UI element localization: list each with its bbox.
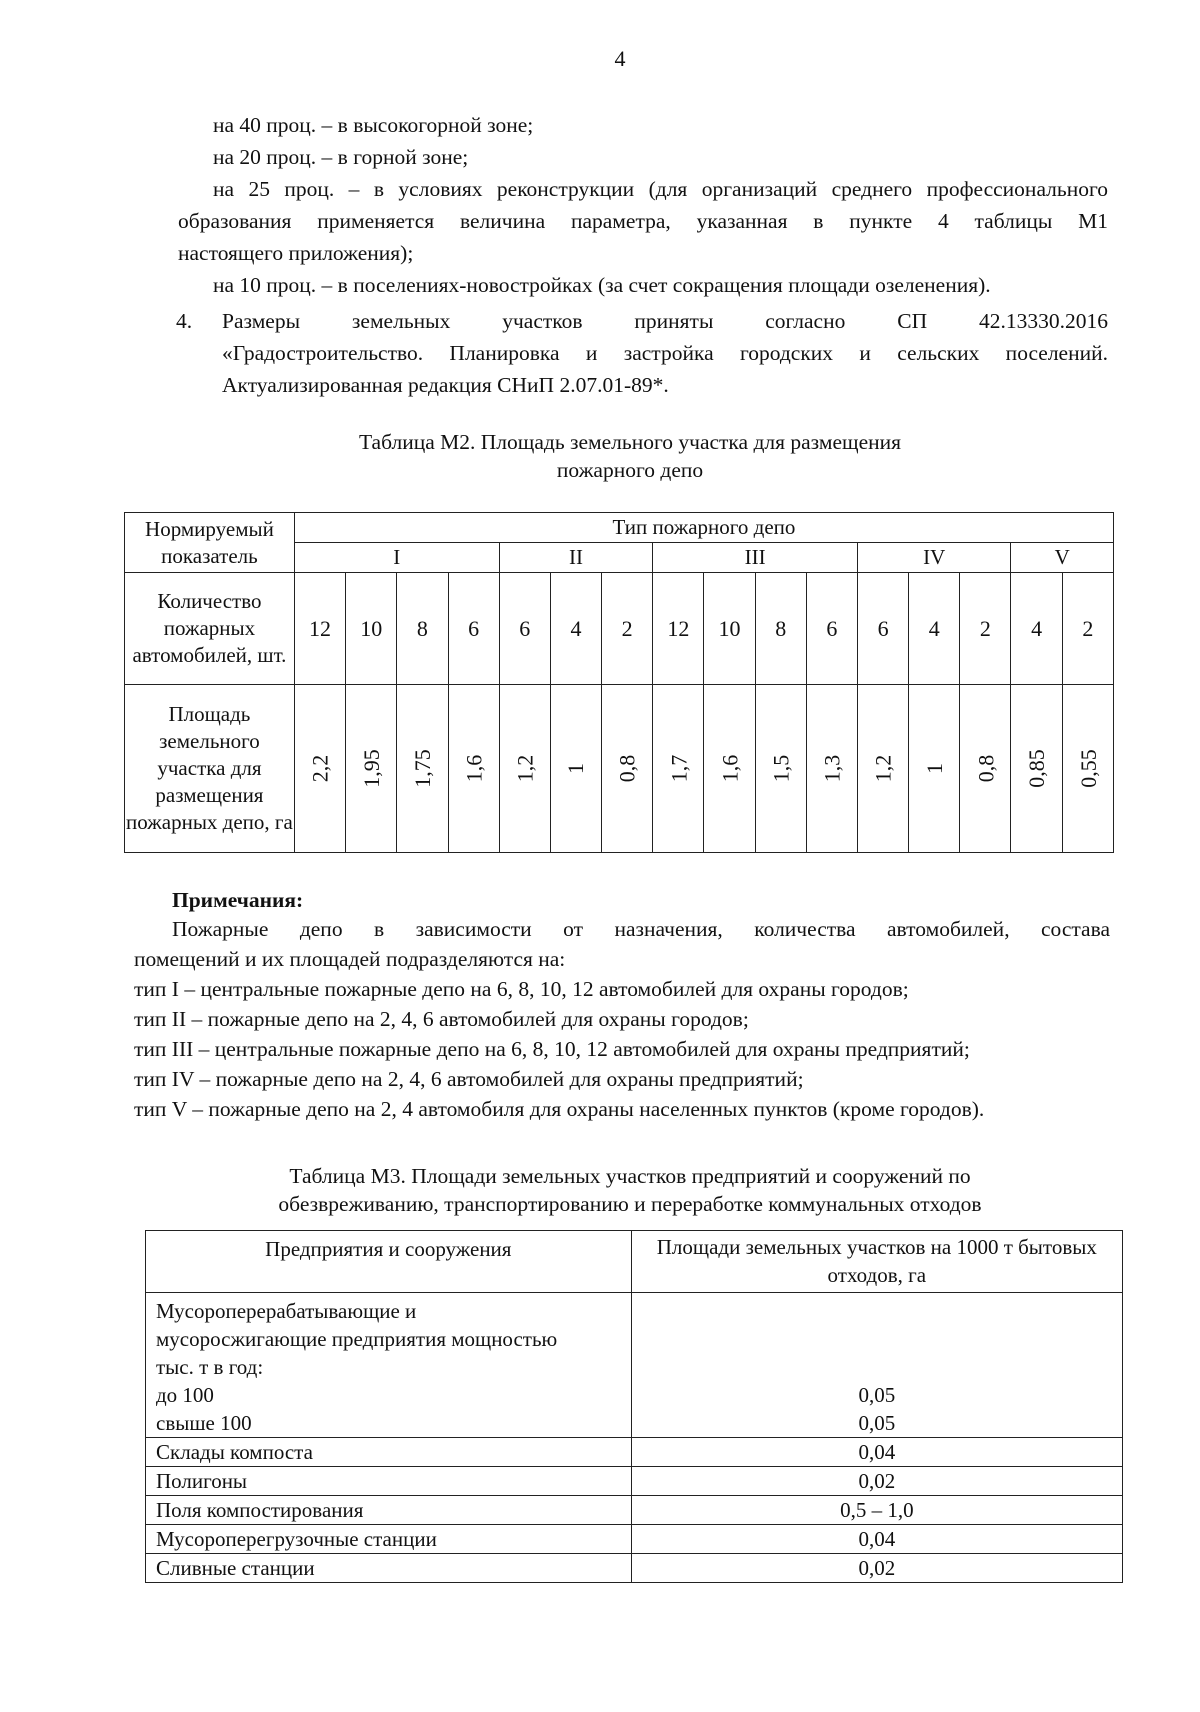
page-number: 4 [614,46,626,71]
row-label-line: тыс. т в год: [156,1355,264,1379]
cell-vehicles: 8 [755,573,806,685]
list-line: на 10 проц. – в поселениях-новостройках (за счет сокращения площади озеленения). [213,273,991,297]
cell-area: 1,6 [461,754,487,782]
type-header: I [294,543,499,573]
list-line: настоящего приложения); [178,241,414,265]
table-row [146,1496,1123,1525]
notes-line: Пожарные депо в зависимости от назначения, количества автомобилей, состава [172,917,1110,941]
row-label-line: Мусороперерабатывающие и [156,1299,417,1323]
cell-vehicles: 2 [960,573,1011,685]
list-line: на 20 проц. – в горной зоне; [213,145,469,169]
caption-line: обезвреживанию, транспортированию и переработке коммунальных отходов [278,1192,982,1216]
cell-area: 0,8 [972,754,998,782]
list-line: образования применяется величина параметра, указанная в пункте 4 таблицы М1 [178,209,1108,233]
cell-area: 1,95 [358,748,384,788]
row-label: Сливные станции [146,1554,632,1583]
cell-vehicles: 2 [1062,573,1113,685]
table-row [125,685,1114,853]
cell-vehicles: 2 [602,573,653,685]
row-value: 0,5 – 1,0 [631,1496,1122,1525]
list-line: на 40 проц. – в высокогорной зоне; [213,113,534,137]
cell-vehicles: 10 [346,573,397,685]
cell-vehicles: 6 [806,573,857,685]
notes-line: помещений и их площадей подразделяются на: [134,947,566,971]
cell-area: 1 [563,762,589,774]
cell-vehicles: 12 [294,573,345,685]
cell-vehicles: 10 [704,573,755,685]
item-line: Размеры земельных участков приняты согласно СП 42.13330.2016 [222,309,1108,333]
table-row [146,1554,1123,1583]
table-row [146,1467,1123,1496]
col-header: Предприятия и сооружения [146,1231,632,1293]
cell-vehicles: 6 [857,573,908,685]
cell-area: 0,55 [1075,748,1101,788]
row-label: Количество пожарных автомобилей, шт. [125,573,295,685]
item-number: 4. [176,309,193,333]
caption-line: Таблица М3. Площади земельных участков предприятий и сооружений по [289,1164,971,1188]
cell-area: 1,6 [717,754,742,782]
cell-vehicles: 12 [653,573,704,685]
notes-title: Примечания: [172,888,304,912]
table-row [146,1438,1123,1467]
cell-area: 1,7 [665,754,691,782]
caption-line: Таблица М2. Площадь земельного участка для размещения [358,430,902,454]
list-line: на 25 проц. – в условиях реконструкции (для организаций среднего профессионального [213,177,1108,201]
row-label: Полигоны [146,1467,632,1496]
type-header: IV [857,543,1011,573]
row-label: Мусороперегрузочные станции [146,1525,632,1554]
row-value: 0,02 [631,1467,1122,1496]
header-indicator: Нормируемый показатель [125,513,295,573]
table-m3-caption [200,1162,1060,1218]
notes-item: тип V – пожарные депо на 2, 4 автомобиля для охраны населенных пунктов (кроме городов). [134,1097,985,1121]
row-label-line: мусоросжигающие предприятия мощностью [156,1327,558,1351]
col-header: Площади земельных участков на 1000 т бытовых отходов, га [631,1231,1122,1293]
cell-vehicles: 4 [550,573,601,685]
cell-area: 1,2 [870,754,896,782]
cell-area: 0,8 [614,754,640,782]
table-row [146,1293,1123,1438]
table-m2-caption [300,428,960,484]
row-label-line: до 100 [156,1383,214,1407]
cell-vehicles: 6 [448,573,499,685]
row-value: 0,02 [631,1554,1122,1583]
table-m2 [124,512,1114,853]
notes-item: тип II – пожарные депо на 2, 4, 6 автомобилей для охраны городов; [134,1007,749,1031]
cell-vehicles: 4 [909,573,960,685]
row-label: Поля компостирования [146,1496,632,1525]
header-type: Тип пожарного депо [294,513,1113,543]
caption-line: пожарного депо [556,458,704,482]
row-value: 0,04 [631,1438,1122,1467]
type-header: V [1011,543,1114,573]
type-header: III [653,543,858,573]
notes-item: тип I – центральные пожарные депо на 6, 8, 10, 12 автомобилей для охраны городов; [134,977,909,1001]
cell-area: 1,5 [768,754,794,782]
cell-area: 1,3 [819,754,845,782]
cell-vehicles: 8 [397,573,448,685]
cell-area: 1,75 [409,748,435,788]
row-value: 0,05 [858,1411,896,1435]
row-label-line: свыше 100 [156,1411,252,1435]
item-line: «Градостроительство. Планировка и застройка городских и сельских поселений. [222,341,1108,365]
row-value: 0,05 [858,1383,896,1407]
row-label: Склады компоста [146,1438,632,1467]
type-header: II [499,543,653,573]
cell-vehicles: 6 [499,573,550,685]
item-line: Актуализированная редакция СНиП 2.07.01-89*. [222,373,669,397]
notes-item: тип IV – пожарные депо на 2, 4, 6 автомобилей для охраны предприятий; [134,1067,804,1091]
cell-area: 1 [921,762,947,774]
notes-item: тип III – центральные пожарные депо на 6, 8, 10, 12 автомобилей для охраны предприятий; [134,1037,970,1061]
cell-area: 1,2 [512,754,538,782]
table-row [125,573,1114,685]
cell-area: 2,2 [307,754,333,782]
table-row [146,1525,1123,1554]
row-label: Площадь земельного участка для размещения пожарных депо, га [125,685,295,853]
row-value: 0,04 [631,1525,1122,1554]
cell-area: 0,85 [1024,748,1050,788]
cell-vehicles: 4 [1011,573,1062,685]
table-m3 [145,1230,1123,1583]
